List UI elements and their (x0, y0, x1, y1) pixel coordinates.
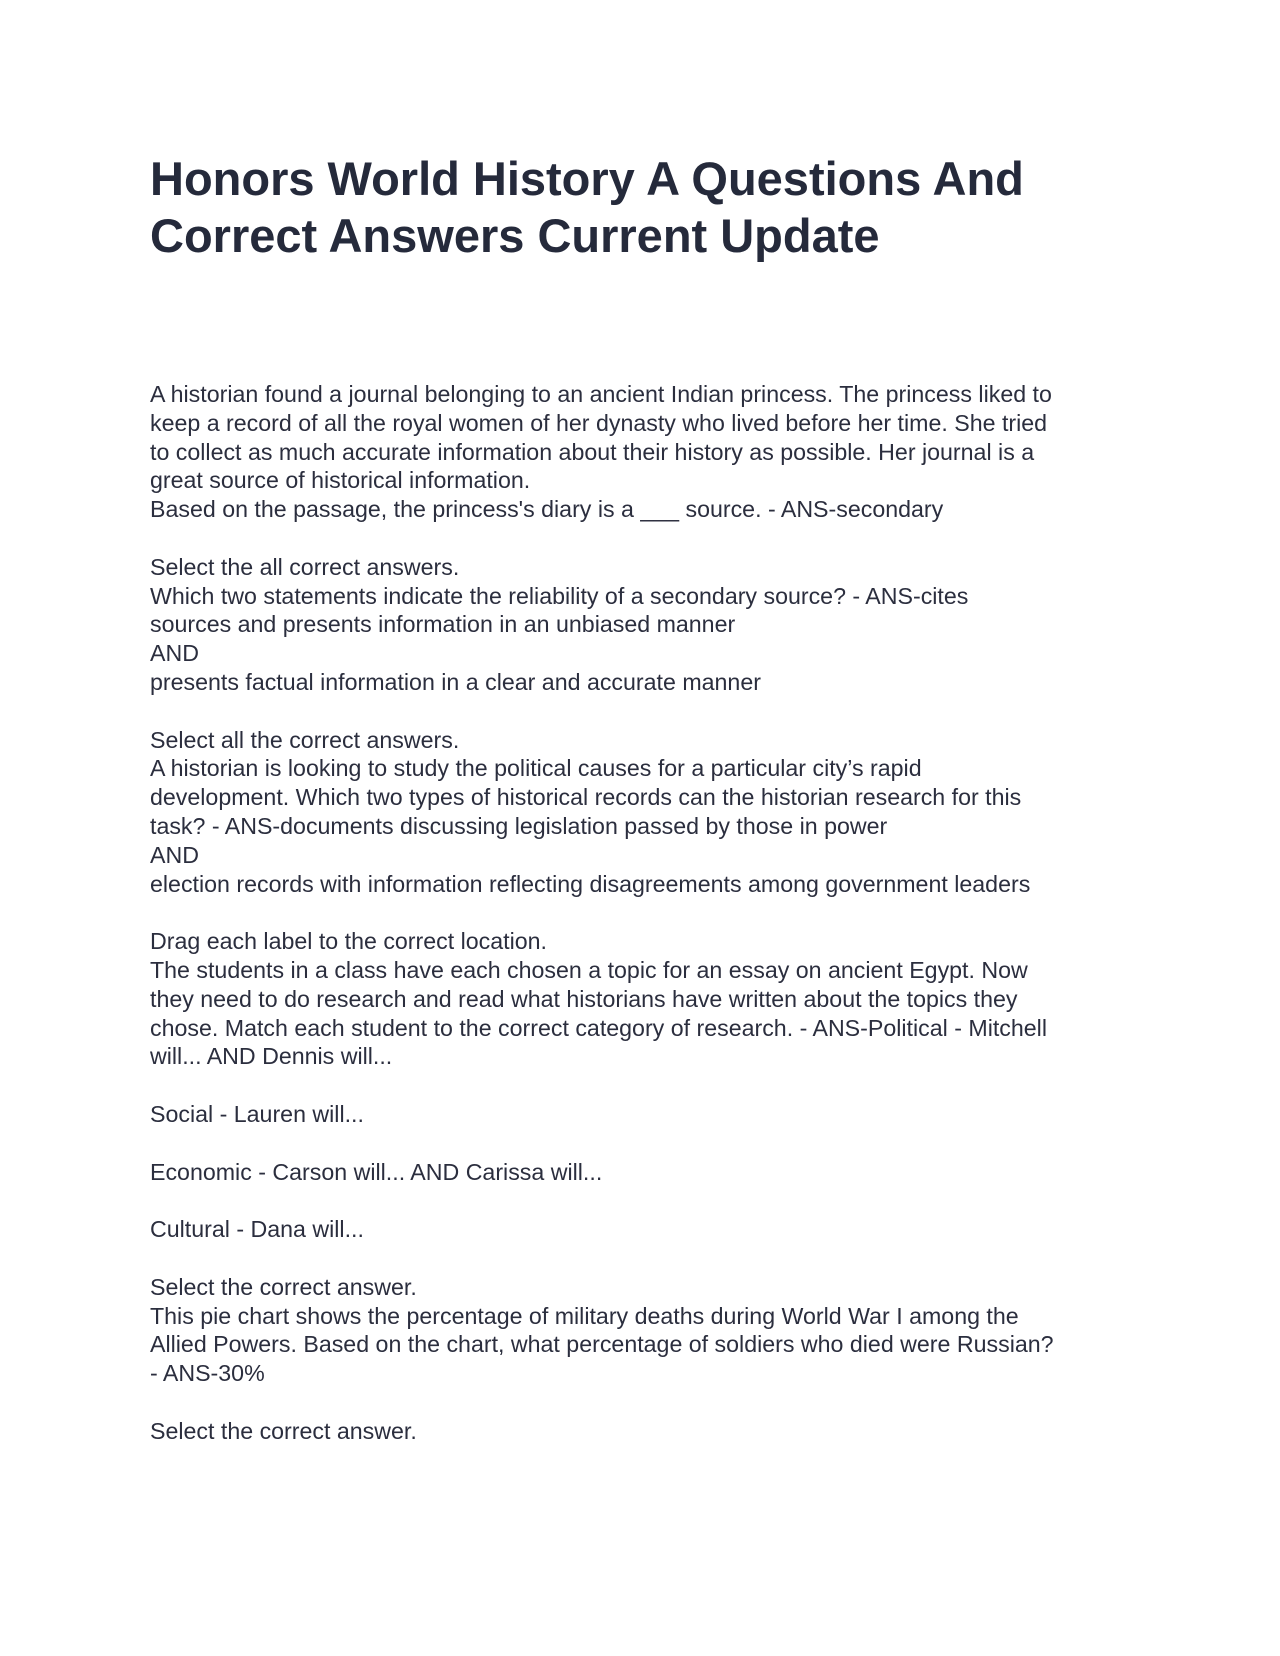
document-body (150, 380, 1140, 1445)
body-line: Which two statements indicate the reliability of a secondary source? - ANS-cites (150, 582, 969, 609)
body-line: chose. Match each student to the correct category of research. - ANS-Political - Mitchell (150, 1014, 1047, 1041)
body-line: Select the all correct answers. (150, 553, 460, 580)
title-line: Correct Answers Current Update (150, 209, 880, 262)
answer-block-economic (150, 1158, 1140, 1187)
body-line: - ANS-30% (150, 1360, 265, 1387)
body-line: A historian is looking to study the political causes for a particular city’s rapid (150, 755, 922, 782)
body-line: AND (150, 640, 199, 667)
question-block-4 (150, 927, 1140, 1071)
body-line: AND (150, 841, 199, 868)
title-line: Honors World History A Questions And (150, 152, 1024, 205)
answer-block-social (150, 1100, 1140, 1129)
body-line: development. Which two types of historical records can the historian research for this (150, 784, 1022, 811)
question-block-2 (150, 553, 1140, 697)
body-line: election records with information reflecting disagreements among government leaders (150, 870, 1031, 897)
body-line: Cultural - Dana will... (150, 1216, 364, 1243)
paragraph-gap (150, 1186, 1140, 1215)
answer-block-cultural (150, 1215, 1140, 1244)
body-line: A historian found a journal belonging to an ancient Indian princess. The princess liked to (150, 381, 1052, 407)
body-line: Select the correct answer. (150, 1273, 417, 1300)
body-line: The students in a class have each chosen a topic for an essay on ancient Egypt. Now (150, 956, 1028, 983)
paragraph-gap (150, 1244, 1140, 1273)
body-line: Select all the correct answers. (150, 726, 460, 753)
paragraph-gap (150, 697, 1140, 726)
body-line: Economic - Carson will... AND Carissa will... (150, 1158, 603, 1185)
body-line: task? - ANS-documents discussing legislation passed by those in power (150, 812, 888, 839)
document-title (150, 150, 1160, 264)
body-line: keep a record of all the royal women of her dynasty who lived before her time. She tried (150, 409, 1048, 436)
body-line: Select the correct answer. (150, 1417, 417, 1444)
body-line: Allied Powers. Based on the chart, what percentage of soldiers who died were Russian? (150, 1331, 1054, 1358)
body-line: will... AND Dennis will... (150, 1043, 393, 1070)
paragraph-gap (150, 1388, 1140, 1417)
body-line: This pie chart shows the percentage of military deaths during World War I among the (150, 1302, 1019, 1329)
body-line: Based on the passage, the princess's diary is a ___ source. - ANS-secondary (150, 496, 944, 523)
question-block-5 (150, 1273, 1140, 1388)
paragraph-gap (150, 524, 1140, 553)
body-line: Social - Lauren will... (150, 1100, 364, 1127)
body-line: great source of historical information. (150, 467, 531, 494)
body-line: to collect as much accurate information about their history as possible. Her journal is a (150, 438, 1035, 465)
body-line: sources and presents information in an unbiased manner (150, 611, 736, 638)
question-block-3 (150, 726, 1140, 899)
body-line: they need to do research and read what historians have written about the topics they (150, 985, 1018, 1012)
question-block-1 (150, 380, 1140, 524)
paragraph-gap (150, 1071, 1140, 1100)
paragraph-gap (150, 898, 1140, 927)
paragraph-gap (150, 1129, 1140, 1158)
question-block-6 (150, 1417, 1140, 1446)
body-line: Drag each label to the correct location. (150, 928, 547, 955)
body-line: presents factual information in a clear and accurate manner (150, 668, 761, 695)
